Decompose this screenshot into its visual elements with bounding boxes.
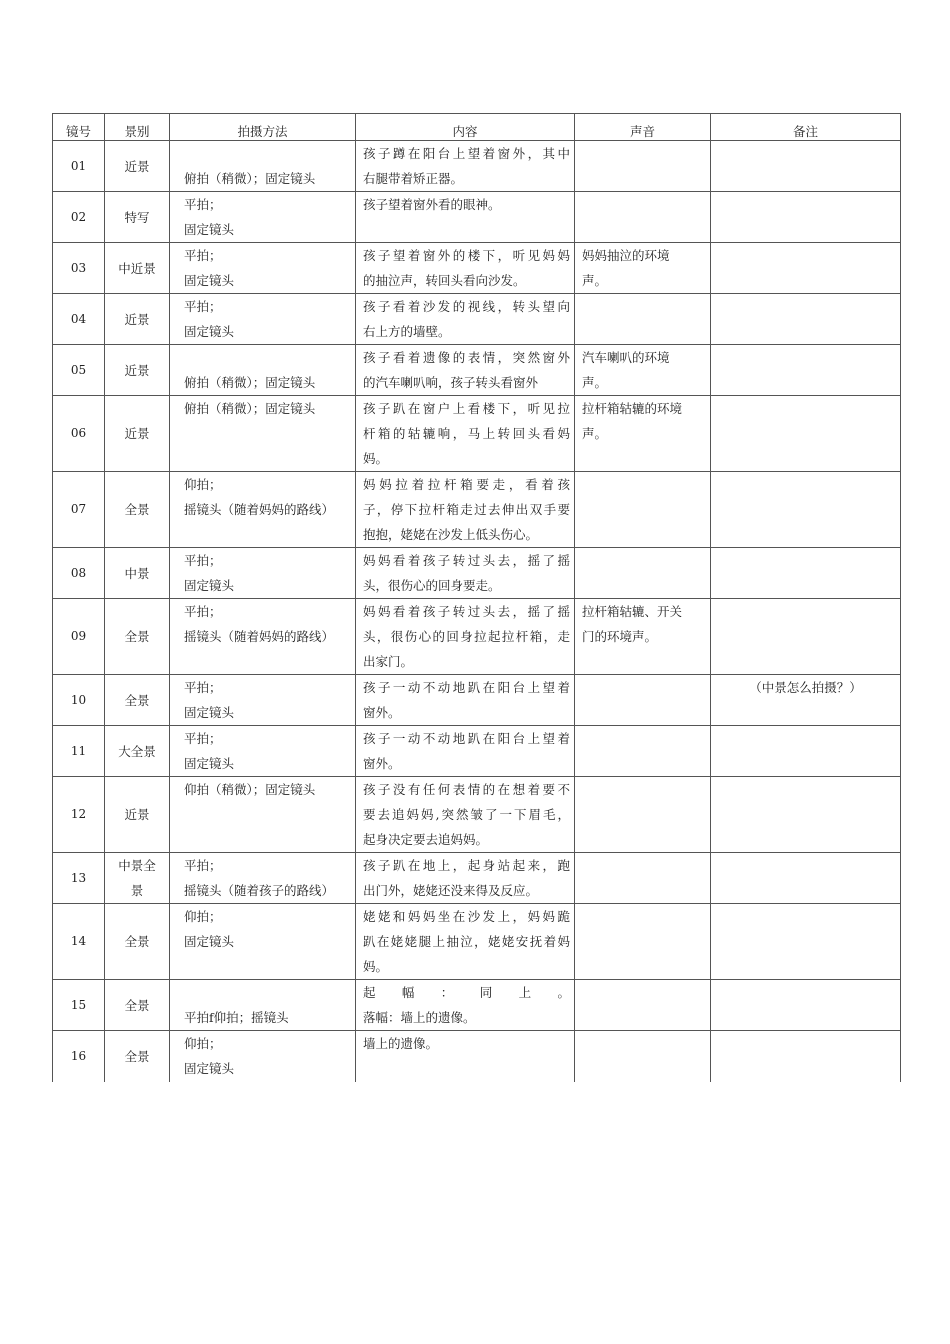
- cell-content-line: 妈妈拉着拉杆箱要走，看着孩: [363, 477, 570, 492]
- header-notes: 备注: [711, 114, 901, 141]
- cell-content: [356, 243, 575, 294]
- cell-shooting-method-line: 摇镜头（随着孩子的路线）: [184, 883, 335, 898]
- cell-notes: [711, 599, 901, 675]
- cell-shot-scale: 全景: [105, 599, 170, 675]
- cell-shot-scale: 大全景: [105, 726, 170, 777]
- cell-shooting-method-line: 平拍；: [184, 197, 222, 212]
- cell-content-line: 孩子一动不动地趴在阳台上望着: [363, 680, 570, 695]
- cell-shooting-method: [170, 192, 356, 243]
- cell-notes: [711, 1031, 901, 1082]
- cell-notes: [711, 548, 901, 599]
- storyboard-sheet: [52, 113, 900, 1082]
- table-row: [53, 675, 901, 726]
- cell-content-line: 的汽车喇叭响，孩子转头看窗外: [363, 375, 539, 390]
- cell-shot-scale: 中近景: [105, 243, 170, 294]
- cell-shot-scale: 中景: [105, 548, 170, 599]
- cell-shot-number: 11: [53, 726, 105, 777]
- cell-content-line: 妈。: [363, 451, 389, 466]
- cell-shooting-method: [170, 472, 356, 548]
- cell-content-line: 起身决定要去追妈妈。: [363, 832, 489, 847]
- cell-sound: [575, 396, 711, 472]
- cell-content: [356, 980, 575, 1031]
- cell-shot-number: 09: [53, 599, 105, 675]
- table-row: [53, 396, 901, 472]
- cell-shooting-method-line: 仰拍（稍微）；固定镜头: [184, 782, 316, 797]
- cell-shooting-method: [170, 853, 356, 904]
- cell-shooting-method-line: 固定镜头: [184, 705, 235, 720]
- cell-shooting-method: [170, 904, 356, 980]
- cell-content-line: 出家门。: [363, 654, 414, 669]
- cell-shot-scale: 近景: [105, 345, 170, 396]
- cell-shot-number: 13: [53, 853, 105, 904]
- cell-shot-number: 10: [53, 675, 105, 726]
- cell-content-line: 墙上的遗像。: [363, 1036, 439, 1051]
- cell-content-line: 妈妈看着孩子转过头去，摇了摇: [363, 604, 570, 619]
- header-sound: 声音: [575, 114, 711, 141]
- cell-shooting-method: [170, 548, 356, 599]
- table-row: [53, 294, 901, 345]
- cell-shot-number: 02: [53, 192, 105, 243]
- cell-content-line: 头，很伤心的回身拉起拉杆箱，走: [363, 629, 570, 644]
- cell-shooting-method-line: 平拍；: [184, 731, 222, 746]
- cell-shooting-method-line: 仰拍；: [184, 909, 222, 924]
- cell-notes: [711, 726, 901, 777]
- cell-shooting-method: [170, 980, 356, 1031]
- cell-shot-number: 04: [53, 294, 105, 345]
- cell-shooting-method-line: 固定镜头: [184, 1061, 235, 1076]
- table-row: [53, 192, 901, 243]
- cell-sound: [575, 853, 711, 904]
- cell-sound-line: 妈妈抽泣的环境: [582, 248, 670, 263]
- cell-content-line: 孩子望着窗外看的眼神。: [363, 197, 501, 212]
- cell-content: [356, 726, 575, 777]
- cell-shot-scale: 近景: [105, 141, 170, 192]
- cell-shooting-method-line: 平拍；: [184, 604, 222, 619]
- cell-shooting-method-line: 俯拍（稍微）；固定镜头: [184, 401, 316, 416]
- cell-shot-scale: 全景: [105, 675, 170, 726]
- cell-content-line: 子，停下拉杆箱走过去伸出双手要: [363, 502, 570, 517]
- table-body: [53, 141, 901, 1082]
- cell-shooting-method-line: 固定镜头: [184, 756, 235, 771]
- cell-sound: [575, 726, 711, 777]
- cell-notes: [711, 777, 901, 853]
- cell-notes: [711, 294, 901, 345]
- cell-notes: （中景怎么拍摄？）: [711, 675, 901, 726]
- cell-sound-line: 声。: [582, 273, 608, 288]
- cell-shot-scale: 全景: [105, 980, 170, 1031]
- cell-content-line: 姥姥和妈妈坐在沙发上，妈妈跪: [363, 909, 570, 924]
- cell-content: [356, 548, 575, 599]
- cell-shooting-method-line: 平拍；: [184, 553, 222, 568]
- cell-sound: [575, 192, 711, 243]
- cell-content-line: 头，很伤心的回身要走。: [363, 578, 501, 593]
- table-row: [53, 853, 901, 904]
- cell-shooting-method-line: 固定镜头: [184, 934, 235, 949]
- cell-content-line: 窗外。: [363, 705, 401, 720]
- cell-notes: [711, 243, 901, 294]
- cell-shot-scale: 近景: [105, 396, 170, 472]
- cell-content: [356, 675, 575, 726]
- cell-shooting-method-line: 固定镜头: [184, 222, 235, 237]
- cell-sound: [575, 294, 711, 345]
- table-row: [53, 777, 901, 853]
- cell-content: [356, 853, 575, 904]
- cell-shot-scale: 中景全景: [105, 853, 170, 904]
- cell-content-line: 窗外。: [363, 756, 401, 771]
- storyboard-table: [52, 113, 901, 1082]
- cell-content-line: 落幅：墙上的遗像。: [363, 1010, 476, 1025]
- cell-content-line: 右腿带着矫正器。: [363, 171, 464, 186]
- cell-sound: [575, 1031, 711, 1082]
- cell-shooting-method-line: 俯拍（稍微）；固定镜头: [184, 171, 316, 186]
- cell-sound: [575, 675, 711, 726]
- cell-shooting-method: [170, 1031, 356, 1082]
- cell-shot-scale: 特写: [105, 192, 170, 243]
- cell-sound: [575, 548, 711, 599]
- cell-shot-scale: 全景: [105, 904, 170, 980]
- cell-content: [356, 141, 575, 192]
- cell-content-line: 孩子没有任何表情的在想着要不: [363, 782, 570, 797]
- cell-sound-line: 声。: [582, 426, 608, 441]
- cell-shooting-method-line: 仰拍；: [184, 1036, 222, 1051]
- cell-shot-number: 16: [53, 1031, 105, 1082]
- table-row: [53, 472, 901, 548]
- cell-shooting-method: [170, 294, 356, 345]
- cell-notes: [711, 472, 901, 548]
- cell-notes: [711, 904, 901, 980]
- cell-shot-number: 07: [53, 472, 105, 548]
- cell-sound-line: 门的环境声。: [582, 629, 658, 644]
- cell-shot-scale: 全景: [105, 472, 170, 548]
- cell-sound: [575, 472, 711, 548]
- cell-sound-line: 声。: [582, 375, 608, 390]
- cell-content: [356, 777, 575, 853]
- cell-notes: [711, 141, 901, 192]
- cell-notes: [711, 396, 901, 472]
- cell-shooting-method-line: 平拍；: [184, 248, 222, 263]
- cell-content: [356, 396, 575, 472]
- cell-content: [356, 904, 575, 980]
- cell-shot-number: 05: [53, 345, 105, 396]
- cell-shooting-method-line: 平拍；: [184, 680, 222, 695]
- cell-shot-scale: 近景: [105, 777, 170, 853]
- cell-content-line: 起幅：同上。: [363, 985, 570, 1000]
- cell-shooting-method: [170, 396, 356, 472]
- cell-sound: [575, 141, 711, 192]
- cell-notes: [711, 192, 901, 243]
- cell-shooting-method-line: 固定镜头: [184, 578, 235, 593]
- cell-shooting-method: [170, 345, 356, 396]
- cell-content: [356, 599, 575, 675]
- table-row: [53, 243, 901, 294]
- cell-content: [356, 294, 575, 345]
- cell-shot-number: 01: [53, 141, 105, 192]
- cell-content-line: 孩子趴在地上，起身站起来，跑: [363, 858, 570, 873]
- cell-shooting-method: [170, 243, 356, 294]
- cell-content-line: 孩子望着窗外的楼下，听见妈妈: [363, 248, 570, 263]
- cell-sound-line: 汽车喇叭的环境: [582, 350, 670, 365]
- table-row: [53, 141, 901, 192]
- cell-content-line: 右上方的墙壁。: [363, 324, 451, 339]
- cell-content-line: 孩子看着遗像的表情，突然窗外: [363, 350, 570, 365]
- cell-shot-number: 12: [53, 777, 105, 853]
- header-shot-number: 镜号: [53, 114, 105, 141]
- cell-shot-number: 03: [53, 243, 105, 294]
- cell-content: [356, 1031, 575, 1082]
- cell-content: [356, 345, 575, 396]
- cell-shooting-method: [170, 777, 356, 853]
- header-content: 内容: [356, 114, 575, 141]
- cell-sound: [575, 777, 711, 853]
- cell-shooting-method-line: 平拍f仰拍；摇镜头: [184, 1010, 289, 1025]
- cell-content-line: 妈妈看着孩子转过头去，摇了摇: [363, 553, 570, 568]
- cell-notes: [711, 345, 901, 396]
- table-row: [53, 345, 901, 396]
- cell-sound: [575, 243, 711, 294]
- cell-content-line: 出门外，姥姥还没来得及反应。: [363, 883, 539, 898]
- table-row: [53, 980, 901, 1031]
- cell-sound: [575, 904, 711, 980]
- cell-content-line: 杆箱的轱辘响，马上转回头看妈: [363, 426, 570, 441]
- cell-shot-number: 08: [53, 548, 105, 599]
- cell-sound: [575, 345, 711, 396]
- cell-shooting-method: [170, 141, 356, 192]
- table-row: [53, 1031, 901, 1082]
- cell-content-line: 孩子一动不动地趴在阳台上望着: [363, 731, 570, 746]
- cell-shooting-method: [170, 675, 356, 726]
- cell-shooting-method-line: 平拍；: [184, 858, 222, 873]
- cell-shooting-method-line: 俯拍（稍微）；固定镜头: [184, 375, 316, 390]
- cell-content-line: 的抽泣声，转回头看向沙发。: [363, 273, 526, 288]
- cell-shot-scale: 全景: [105, 1031, 170, 1082]
- cell-content-line: 抱抱，姥姥在沙发上低头伤心。: [363, 527, 539, 542]
- cell-shooting-method-line: 固定镜头: [184, 324, 235, 339]
- cell-sound: [575, 980, 711, 1031]
- cell-shooting-method-line: 摇镜头（随着妈妈的路线）: [184, 502, 335, 517]
- cell-content-line: 孩子蹲在阳台上望着窗外，其中: [363, 146, 570, 161]
- cell-shooting-method-line: 摇镜头（随着妈妈的路线）: [184, 629, 335, 644]
- cell-shooting-method-line: 仰拍；: [184, 477, 222, 492]
- cell-content-line: 妈。: [363, 959, 389, 974]
- cell-shot-number: 06: [53, 396, 105, 472]
- cell-shooting-method: [170, 599, 356, 675]
- table-row: [53, 548, 901, 599]
- cell-shot-number: 15: [53, 980, 105, 1031]
- cell-sound-line: 拉杆箱轱辘、开关: [582, 604, 683, 619]
- table-row: [53, 904, 901, 980]
- header-shooting-method: 拍摄方法: [170, 114, 356, 141]
- cell-content: [356, 192, 575, 243]
- table-row: [53, 726, 901, 777]
- cell-sound: [575, 599, 711, 675]
- cell-shooting-method-line: 固定镜头: [184, 273, 235, 288]
- cell-content-line: 孩子趴在窗户上看楼下，听见拉: [363, 401, 570, 416]
- cell-shot-scale: 近景: [105, 294, 170, 345]
- table-row: [53, 599, 901, 675]
- header-shot-scale: 景别: [105, 114, 170, 141]
- cell-notes: [711, 853, 901, 904]
- cell-shooting-method: [170, 726, 356, 777]
- cell-content: [356, 472, 575, 548]
- cell-shot-number: 14: [53, 904, 105, 980]
- cell-notes: [711, 980, 901, 1031]
- cell-sound-line: 拉杆箱轱辘的环境: [582, 401, 683, 416]
- cell-shooting-method-line: 平拍；: [184, 299, 222, 314]
- cell-content-line: 趴在姥姥腿上抽泣，姥姥安抚着妈: [363, 934, 570, 949]
- cell-content-line: 要去追妈妈,突然皱了一下眉毛，: [363, 807, 570, 822]
- cell-content-line: 孩子看着沙发的视线，转头望向: [363, 299, 570, 314]
- header-row: [53, 114, 901, 141]
